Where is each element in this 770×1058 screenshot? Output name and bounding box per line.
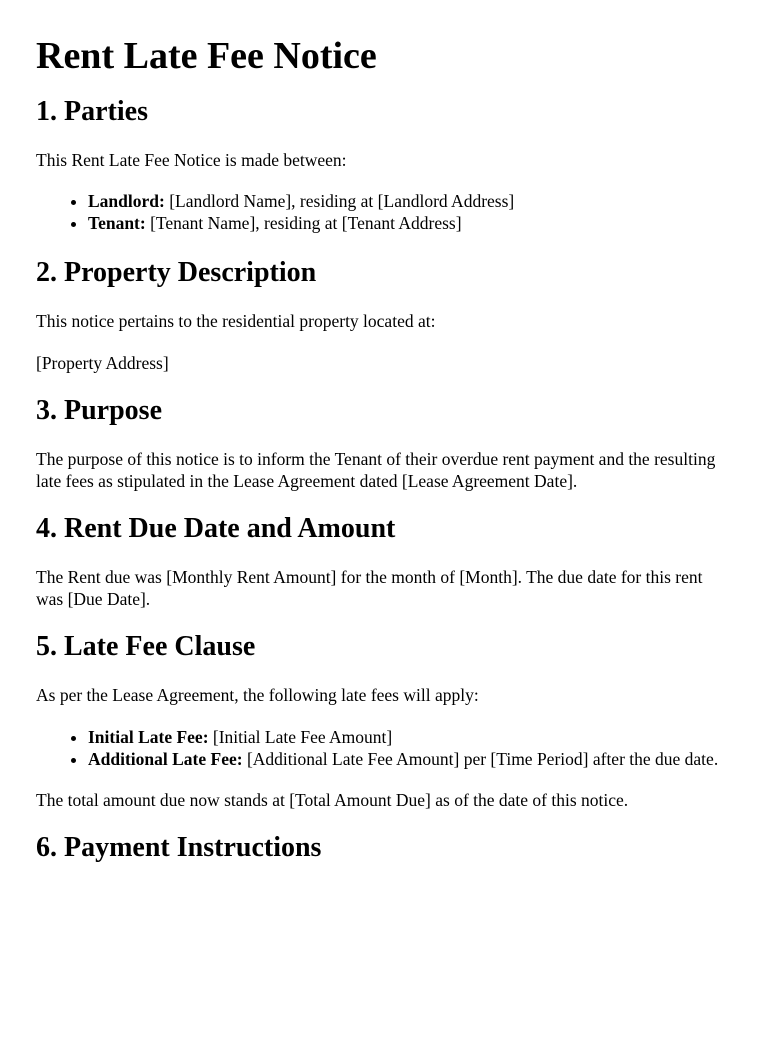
due-text: The Rent due was [Monthly Rent Amount] for the month of [Month]. The due date for this rent was [Due Date]. [36, 567, 703, 609]
list-item-initial-fee [88, 726, 734, 748]
late-fee-intro: As per the Lease Agreement, the following late fees will apply: [36, 685, 479, 705]
additional-fee-text: [Additional Late Fee Amount] per [Time Period] after the due date. [242, 749, 719, 769]
tenant-text: [Tenant Name], residing at [Tenant Address] [145, 213, 462, 233]
list-item-tenant [88, 212, 734, 234]
initial-fee-text: [Initial Late Fee Amount] [208, 727, 393, 747]
landlord-label: Landlord: [88, 191, 165, 211]
section-heading-parties: 1. Parties [36, 96, 148, 127]
section-heading-payment: 6. Payment Instructions [36, 832, 322, 863]
additional-fee-label: Additional Late Fee: [88, 749, 243, 769]
property-address: [Property Address] [36, 353, 169, 373]
document-title: Rent Late Fee Notice [36, 35, 377, 77]
list-item-landlord [88, 190, 734, 212]
tenant-label: Tenant: [88, 213, 146, 233]
parties-intro: This Rent Late Fee Notice is made between: [36, 150, 347, 170]
parties-list [36, 190, 734, 234]
section-heading-due: 4. Rent Due Date and Amount [36, 513, 396, 544]
purpose-text: The purpose of this notice is to inform the Tenant of their overdue rent payment and the resulting late fees as stipulated in the Lease Agreement dated [Lease Agreement Date]. [36, 449, 716, 491]
property-intro: This notice pertains to the residential property located at: [36, 311, 436, 331]
late-fee-list [36, 726, 734, 770]
initial-fee-label: Initial Late Fee: [88, 727, 209, 747]
section-heading-late-fee: 5. Late Fee Clause [36, 631, 256, 662]
document [0, 34, 770, 865]
total-due-text: The total amount due now stands at [Total Amount Due] as of the date of this notice. [36, 790, 629, 810]
list-item-additional-fee [88, 748, 734, 770]
section-heading-property: 2. Property Description [36, 257, 317, 288]
landlord-text: [Landlord Name], residing at [Landlord Address] [164, 191, 515, 211]
section-heading-purpose: 3. Purpose [36, 395, 162, 426]
